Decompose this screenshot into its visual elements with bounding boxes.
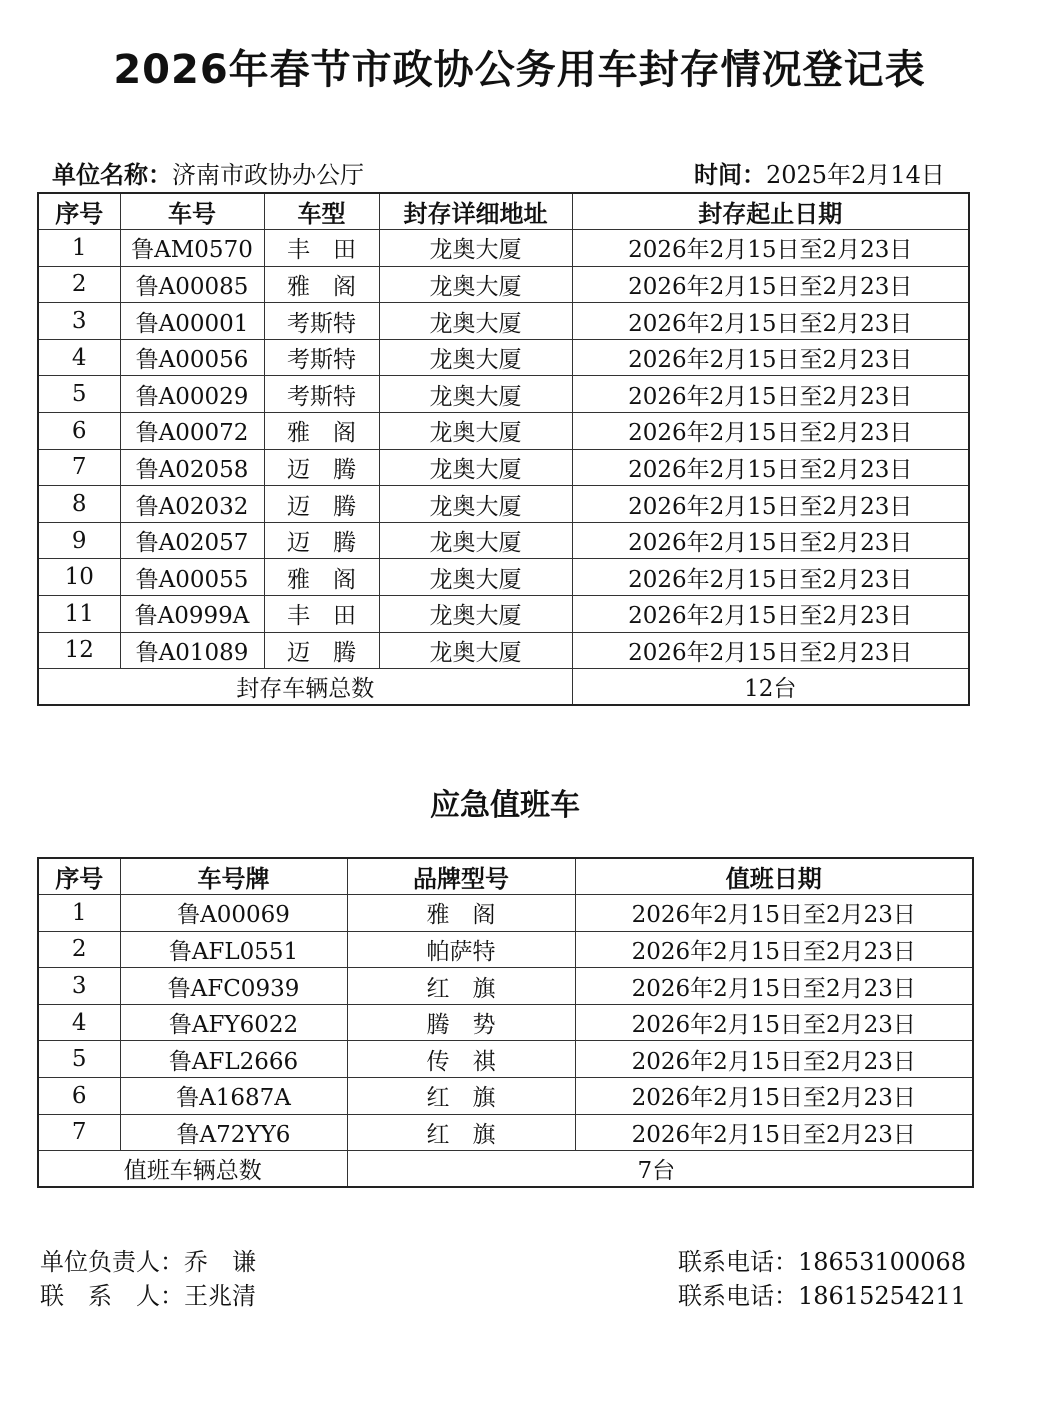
table-cell: 考斯特 (264, 303, 379, 340)
table-cell: 龙奥大厦 (379, 303, 572, 340)
table-cell: 鲁AFL0551 (120, 931, 347, 968)
table-cell: 2026年2月15日至2月23日 (572, 522, 969, 559)
table-cell: 腾 势 (347, 1004, 575, 1041)
table-cell: 雅 阁 (264, 413, 379, 450)
table-cell: 迈 腾 (264, 486, 379, 523)
table-row (38, 968, 973, 1005)
table-row (38, 1078, 973, 1115)
table-cell: 5 (38, 1041, 120, 1078)
table-row (38, 303, 969, 340)
unit-label: 单位名称： (52, 161, 172, 189)
table-cell: 迈 腾 (264, 632, 379, 669)
table-row (38, 632, 969, 669)
table-cell: 鲁A72YY6 (120, 1114, 347, 1151)
table-cell: 1 (38, 230, 120, 267)
table-row (38, 376, 969, 413)
table-cell: 1 (38, 895, 120, 932)
table-cell: 龙奥大厦 (379, 522, 572, 559)
table-cell: 6 (38, 413, 120, 450)
table-row (38, 559, 969, 596)
table-cell: 鲁A02057 (120, 522, 264, 559)
table-row (38, 230, 969, 267)
table-row (38, 486, 969, 523)
header-cell: 序号 (38, 193, 120, 230)
time-label: 时间： (694, 161, 766, 189)
header-cell: 车号 (120, 193, 264, 230)
table-cell: 2026年2月15日至2月23日 (572, 596, 969, 633)
table-row (38, 931, 973, 968)
unit-name: 济南市政协办公厅 (172, 161, 364, 189)
table-cell: 红 旗 (347, 968, 575, 1005)
table-cell: 迈 腾 (264, 522, 379, 559)
table-cell: 红 旗 (347, 1078, 575, 1115)
table-cell: 9 (38, 522, 120, 559)
table-cell: 2026年2月15日至2月23日 (575, 1004, 973, 1041)
duty-section-title: 应急值班车 (430, 788, 580, 823)
total-row (38, 669, 969, 706)
table-cell: 鲁A1687A (120, 1078, 347, 1115)
table-cell: 2026年2月15日至2月23日 (572, 376, 969, 413)
table-row (38, 522, 969, 559)
table-cell: 鲁A00029 (120, 376, 264, 413)
total-label: 封存车辆总数 (38, 669, 572, 706)
table-cell: 帕萨特 (347, 931, 575, 968)
table-cell: 鲁A00069 (120, 895, 347, 932)
table-cell: 2026年2月15日至2月23日 (575, 1078, 973, 1115)
table-cell: 鲁A00056 (120, 339, 264, 376)
time-value: 2025年2月14日 (766, 161, 945, 189)
table-cell: 2026年2月15日至2月23日 (572, 303, 969, 340)
leader-phone-line (678, 1242, 966, 1277)
table-cell: 2026年2月15日至2月23日 (575, 1041, 973, 1078)
total-label: 值班车辆总数 (38, 1151, 347, 1188)
table-cell: 鲁A0999A (120, 596, 264, 633)
table-cell: 鲁A00072 (120, 413, 264, 450)
table-cell: 2 (38, 931, 120, 968)
table-cell: 12 (38, 632, 120, 669)
unit-info (52, 155, 364, 190)
contact-phone-label: 联系电话： (678, 1282, 798, 1310)
contact-phone-line (678, 1276, 966, 1311)
table-cell: 2026年2月15日至2月23日 (572, 449, 969, 486)
table-row (38, 1004, 973, 1041)
table-cell: 4 (38, 339, 120, 376)
table-row (38, 1041, 973, 1078)
table-cell: 2026年2月15日至2月23日 (575, 968, 973, 1005)
table-cell: 龙奥大厦 (379, 376, 572, 413)
page-title: 2026年春节市政协公务用车封存情况登记表 (113, 47, 926, 93)
table-cell: 鲁A00001 (120, 303, 264, 340)
table-cell: 龙奥大厦 (379, 339, 572, 376)
contact-label: 联 系 人： (40, 1282, 184, 1310)
table-cell: 2026年2月15日至2月23日 (575, 1114, 973, 1151)
contact-line (40, 1276, 256, 1311)
table-row (38, 1114, 973, 1151)
table-cell: 6 (38, 1078, 120, 1115)
table-cell: 龙奥大厦 (379, 596, 572, 633)
table-cell: 鲁AM0570 (120, 230, 264, 267)
table-cell: 7 (38, 449, 120, 486)
table-row (38, 266, 969, 303)
table-cell: 龙奥大厦 (379, 230, 572, 267)
table-cell: 龙奥大厦 (379, 449, 572, 486)
total-value: 7台 (347, 1151, 973, 1188)
table-cell: 考斯特 (264, 376, 379, 413)
table-cell: 4 (38, 1004, 120, 1041)
contact-phone: 18615254211 (798, 1282, 966, 1310)
total-row (38, 1151, 973, 1188)
table-cell: 3 (38, 968, 120, 1005)
table-cell: 雅 阁 (264, 266, 379, 303)
contact-name: 王兆清 (184, 1282, 256, 1310)
table-cell: 考斯特 (264, 339, 379, 376)
table-cell: 8 (38, 486, 120, 523)
table-cell: 2026年2月15日至2月23日 (572, 230, 969, 267)
table-cell: 2026年2月15日至2月23日 (572, 413, 969, 450)
table-cell: 2026年2月15日至2月23日 (572, 486, 969, 523)
leader-line (40, 1242, 256, 1277)
table-cell: 7 (38, 1114, 120, 1151)
table-cell: 鲁A02058 (120, 449, 264, 486)
table-cell: 鲁A00055 (120, 559, 264, 596)
table-header-row (38, 193, 969, 230)
table-cell: 鲁AFY6022 (120, 1004, 347, 1041)
table-cell: 丰 田 (264, 230, 379, 267)
table-cell: 鲁AFC0939 (120, 968, 347, 1005)
leader-name: 乔 谦 (184, 1248, 256, 1276)
table-cell: 龙奥大厦 (379, 266, 572, 303)
table-row (38, 413, 969, 450)
table-row (38, 895, 973, 932)
table-cell: 鲁A01089 (120, 632, 264, 669)
header-cell: 序号 (38, 858, 120, 895)
table-cell: 2026年2月15日至2月23日 (575, 895, 973, 932)
leader-label: 单位负责人： (40, 1248, 184, 1276)
table-cell: 龙奥大厦 (379, 559, 572, 596)
table-cell: 鲁A02032 (120, 486, 264, 523)
table-cell: 2026年2月15日至2月23日 (572, 559, 969, 596)
table-header-row (38, 858, 973, 895)
table-cell: 10 (38, 559, 120, 596)
sealed-vehicles-table (37, 192, 970, 706)
table-cell: 雅 阁 (264, 559, 379, 596)
time-info (694, 155, 945, 190)
table-cell: 迈 腾 (264, 449, 379, 486)
table-cell: 2026年2月15日至2月23日 (572, 339, 969, 376)
total-value: 12台 (572, 669, 969, 706)
header-cell: 车型 (264, 193, 379, 230)
table-cell: 龙奥大厦 (379, 486, 572, 523)
table-cell: 2026年2月15日至2月23日 (572, 266, 969, 303)
table-cell: 11 (38, 596, 120, 633)
table-cell: 5 (38, 376, 120, 413)
duty-vehicles-table (37, 857, 974, 1188)
table-row (38, 339, 969, 376)
table-cell: 雅 阁 (347, 895, 575, 932)
table-cell: 鲁A00085 (120, 266, 264, 303)
table-cell: 龙奥大厦 (379, 413, 572, 450)
table-cell: 2026年2月15日至2月23日 (575, 931, 973, 968)
table-cell: 传 祺 (347, 1041, 575, 1078)
header-cell: 品牌型号 (347, 858, 575, 895)
header-cell: 封存详细地址 (379, 193, 572, 230)
table-cell: 2 (38, 266, 120, 303)
leader-phone-label: 联系电话： (678, 1248, 798, 1276)
table-row (38, 449, 969, 486)
table-cell: 红 旗 (347, 1114, 575, 1151)
table-cell: 龙奥大厦 (379, 632, 572, 669)
leader-phone: 18653100068 (798, 1248, 966, 1276)
table-cell: 2026年2月15日至2月23日 (572, 632, 969, 669)
table-cell: 丰 田 (264, 596, 379, 633)
header-cell: 值班日期 (575, 858, 973, 895)
header-cell: 封存起止日期 (572, 193, 969, 230)
table-cell: 3 (38, 303, 120, 340)
table-cell: 鲁AFL2666 (120, 1041, 347, 1078)
table-row (38, 596, 969, 633)
header-cell: 车号牌 (120, 858, 347, 895)
